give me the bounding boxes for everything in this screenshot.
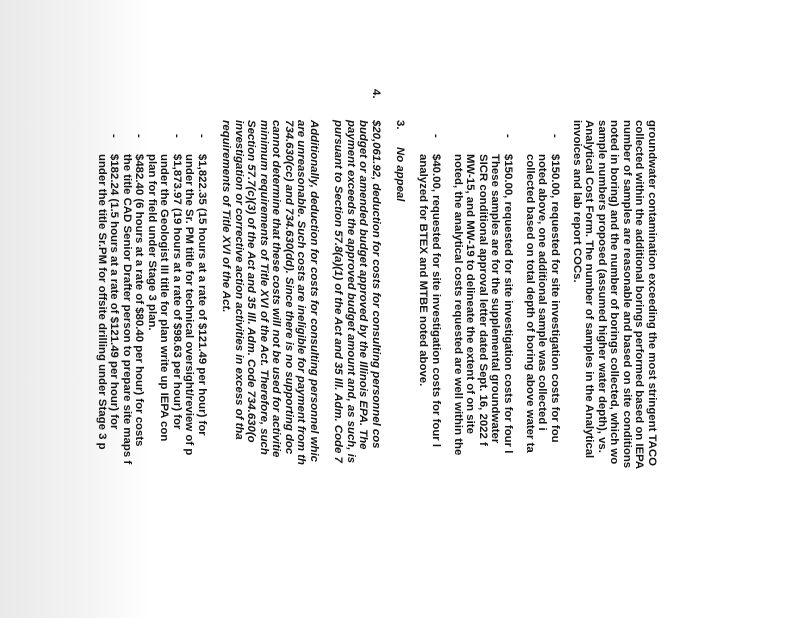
- text-line: collected based on total depth of boring above water ta: [524, 154, 536, 453]
- text-line: under the title Sr.PM for offsite drilling under Stage 3 p: [96, 154, 108, 450]
- text-line: 734.630(cc) and 734.630(dd). Since there is no supporting doc: [283, 120, 295, 455]
- text-line: $1,822.35 (15 hours at a rate of $121.49 per hour) for: [196, 154, 208, 436]
- text-line: requirements of Title XVI of the Act.: [220, 120, 233, 313]
- text-line: noted above, one additional sample was collected i: [536, 154, 549, 431]
- text-line: -: [502, 134, 514, 138]
- text-line: budget or amended budget approved by the Illinois EPA. The: [357, 120, 370, 450]
- text-line: $20,061.92, deduction for costs for consulting personnel cos: [370, 120, 382, 449]
- text-line: sample numbers proposed (assumed higher water depth), vs.: [596, 120, 608, 453]
- text-line: $150.00, requested for site investigation costs for four l: [502, 154, 514, 454]
- text-line: -: [171, 134, 183, 138]
- text-line: Analytical Cost Form. The number of samples in the Analytical: [583, 120, 596, 459]
- text-line: -: [133, 134, 146, 138]
- text-line: MW-15, and MW-19 to delineate the extent of on site: [464, 154, 477, 434]
- text-line: cannot determine that these costs will not be used for activitie: [270, 120, 283, 458]
- text-line: noted in boring) and the number of borings collected, which wo: [608, 120, 621, 465]
- text-line: SICR conditional approval letter dated Sept. 16, 2022 f: [477, 154, 489, 446]
- text-line: $1,873.97 (19 hours at a rate of $98.63 per hour) for: [171, 154, 183, 430]
- rotated-document-text: [96, 89, 658, 618]
- text-line: minimum requirements of Title XVI of the Act. Therefore, such: [258, 120, 270, 455]
- text-line: -: [430, 134, 442, 138]
- text-line: the title CAD Senior Drafter person to prepare site maps f: [121, 154, 133, 465]
- text-line: These samples are for the supplemental groundwater: [489, 154, 502, 444]
- text-line: are unreasonable. Such costs are ineligible for payment from th: [295, 120, 308, 465]
- text-line: -: [549, 134, 561, 138]
- text-line: -: [108, 134, 121, 138]
- text-line: invoices and lab report COCs.: [571, 120, 583, 283]
- text-line: Additionally, deduction for costs for consulting personnel whic: [308, 120, 320, 462]
- text-line: pursuant to Section 57.8(a)(1) of the Act and 35 Ill. Adm. Code 7: [332, 120, 345, 463]
- text-line: investigation or corrective action activities in excess of tha: [233, 120, 245, 440]
- text-line: $40.00, requested for site investigation costs for four l: [430, 154, 442, 448]
- text-line: under the Geologist III title for plan write up IEPA con: [158, 154, 171, 442]
- text-line: payment exceeds the approved budget amount and, as such, is: [345, 120, 357, 464]
- text-line: $150.00, requested for site investigation costs for fou: [549, 154, 561, 443]
- text-line: -: [196, 134, 208, 138]
- text-line: Section 57.7(c)(3) of the Act and 35 Ill. Adm. Code 734.630(o: [245, 120, 258, 443]
- text-line: collected within the additional borings performed based on IEPA: [633, 120, 646, 470]
- text-line: $182.24 (1.5 hours at a rate of $121.49 per hour) for: [108, 154, 121, 430]
- text-line: under the Sr. PM title for technical oversight/review of p: [183, 154, 196, 456]
- text-line: number of samples are reasonable and based on site conditions: [621, 120, 633, 469]
- text-line: plan for field under Stage 3 plan.: [146, 154, 158, 331]
- text-line: groundwater contamination exceeding the most stringent TACO: [646, 120, 658, 466]
- text-line: 4.: [370, 89, 382, 99]
- text-line: noted, the analytical costs requested are well within the: [452, 154, 464, 456]
- text-line: analyzed for BTEX and MTBE noted above.: [417, 154, 430, 387]
- text-line: No appeal: [394, 147, 406, 202]
- text-line: $482.40 (6 hours at a rate of $80.40 per hour) for costs: [133, 154, 146, 447]
- text-line: 3.: [394, 120, 406, 130]
